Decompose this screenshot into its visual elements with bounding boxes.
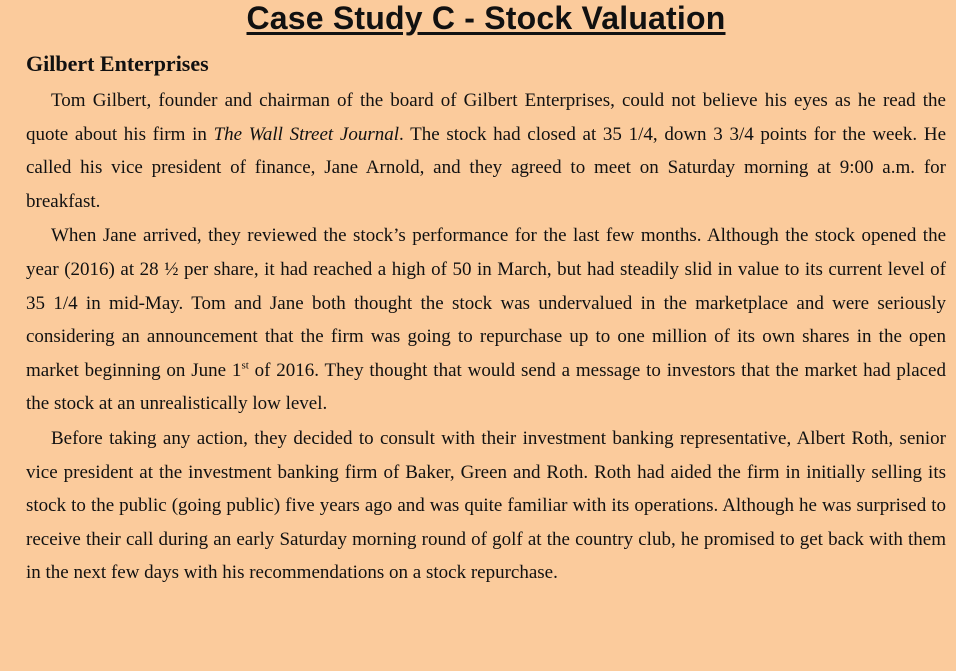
paragraph-1 [26, 84, 946, 218]
paragraph-2 [26, 219, 946, 421]
paragraph-3: Before taking any action, they decided to consult with their investment banking representative, Albert Roth, senior vice president at the investment banking firm of Baker, Green and Roth. Roth had aided the firm in initially selling its stock to the public (going public) five years ago and was quite familiar with its operations. Although he was surprised to receive their call during an early Saturday morning round of golf at the country club, he promised to get back with them in the next few days with his recommendations on a stock repurchase. [26, 427, 946, 584]
section-heading: Gilbert Enterprises [26, 51, 209, 76]
ordinal-suffix: st [241, 359, 249, 372]
paragraph-2-text-a: When Jane arrived, they reviewed the stock’s performance for the last few months. Although the stock opened the year (2016) at 28 ½ per share, it had reached a high of 50 in March, but had steadily slid in value to its current level of 35 1/4 in mid-May. Tom and Jane both thought the stock was undervalued in the marketplace and were seriously considering an announcement that the firm was going to repurchase up to one million of its own shares in the open market beginning on June 1 [26, 225, 946, 381]
paragraph-2-text-b: of 2016. They thought that would send a message to investors that the market had placed the stock at an unrealistically low level. [26, 359, 946, 415]
journal-name: The Wall Street Journal [213, 123, 400, 145]
paragraph-1-text-a: Tom Gilbert, founder and chairman of the board of Gilbert Enterprises, could not believe his eyes as he read the quote about his firm in [26, 90, 946, 145]
page-title: Case Study C - Stock Valuation [246, 0, 726, 36]
paragraph-1-text-b: . The stock had closed at 35 1/4, down 3 3/4 points for the week. He called his vice president of finance, Jane Arnold, and they agreed to meet on Saturday morning at 9:00 a.m. for breakfast. [26, 123, 947, 212]
